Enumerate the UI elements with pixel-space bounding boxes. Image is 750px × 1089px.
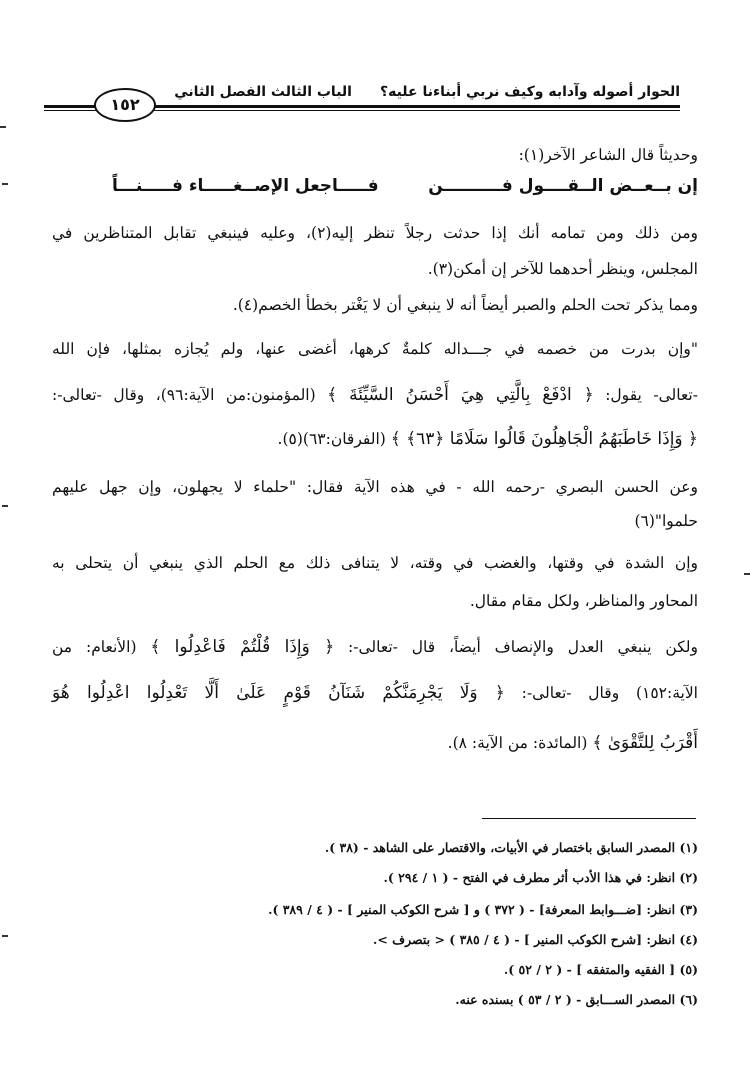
footnote-1: (١) المصدر السابق باختصار في الأبيات، والاقتصار على الشاهد - (٣٨ ). (324, 840, 698, 855)
quran-verse: أَقْرَبُ لِلتَّقْوَىٰ ﴾ (592, 733, 698, 753)
margin-mark (0, 126, 6, 128)
running-header (44, 80, 680, 120)
margin-mark (2, 505, 8, 507)
page-number: ١٥٢ (94, 88, 156, 122)
text-line-4: ومما يذكر تحت الحلم والصبر أيضاً أنه لا ينبغي أن لا يَغْتر بخطأ الخصم(٤). (232, 296, 698, 314)
text-line-9: حلموا"(٦) (634, 512, 698, 530)
text-line-11: المحاور والمناظر، ولكل مقام مقال. (469, 592, 698, 610)
text-line-12 (52, 634, 698, 660)
margin-mark (2, 183, 8, 185)
text-line-3: المجلس، وينظر أحدهما للآخر إن أمكن(٣). (427, 260, 698, 278)
margin-mark (744, 573, 750, 575)
text-line-13 (52, 680, 698, 706)
margin-mark (2, 935, 8, 937)
text-line-1: وحديثاً قال الشاعر الآخر(١): (518, 146, 698, 164)
text-run: الآية:١٥٢) وقال -تعالى-: (521, 684, 698, 702)
quran-verse: ﴿ ادْفَعْ بِالَّتِي هِيَ أَحْسَنُ السَّيِّئَةَ ﴾ (327, 385, 594, 405)
book-title: الحوار أصوله وآدابه وكيف نربي أبناءنا عليه؟ (379, 84, 680, 100)
footnote-4: (٤) انظر: [شرح الكوكب المنير ] - ( ٤ / ٣٨٥ ) < بتصرف >. (372, 932, 698, 947)
footnote-3: (٣) انظر: [ضـــوابط المعرفة] - ( ٣٧٢ ) و [ شرح الكوكب المنير ] - ( ٤ / ٣٨٩ ). (268, 902, 698, 917)
header-title (168, 84, 680, 100)
text-line-5: "وإن بدرت من خصمه في جـــداله كلمةٌ كرهها، أغضى عنها، ولم يُجازه بمثلها، فإن الله (52, 340, 698, 358)
text-line-7 (278, 426, 698, 452)
footnote-6: (٦) المصدر الســـابق - ( ٢ / ٥٣ ) بسنده عنه. (455, 992, 698, 1007)
text-line-10: وإن الشدة في وقتها، والغضب في وقته، لا يتنافى ذلك مع الحلم الذي ينبغي أن يتحلى به (52, 554, 698, 572)
text-line-2: ومن ذلك ومن تمامه أنك إذا حدثت رجلاً تنظر إليه(٢)، وعليه فينبغي تقابل المتناظرين في (52, 224, 699, 242)
quran-verse: ﴿ وَإِذَا قُلْتُمْ فَاعْدِلُوا ﴾ (150, 637, 335, 657)
verse-reference: (المائدة: من الآية: ٨). (447, 734, 588, 752)
text-line-14 (448, 730, 698, 756)
quran-verse: ﴿ وَإِذَا خَاطَبَهُمُ الْجَاهِلُونَ قَالُوا سَلَامًا ﴿٦٣﴾ ﴾ (390, 429, 698, 449)
footnote-5: (٥) [ الفقيه والمتفقه ] - ( ٢ / ٥٢ ). (503, 962, 698, 977)
chapter-label: الباب الثالث الفصل الثاني (174, 84, 352, 100)
text-run: ولكن ينبغي العدل والإنصاف أيضاً، قال -تعالى-: (348, 638, 698, 656)
verse-reference: (المؤمنون:من الآية:٩٦)، وقال -تعالى-: (52, 386, 316, 404)
verse-reference: (الأنعام: من (52, 638, 137, 656)
quran-verse: ﴿ وَلَا يَجْرِمَنَّكُمْ شَنَآنُ قَوْمٍ عَلَىٰ أَلَّا تَعْدِلُوا اعْدِلُوا هُوَ (52, 683, 505, 703)
footnote-2: (٢) انظر: في هذا الأدب أثر مطرف في الفتح - ( ١ / ٢٩٤ ). (383, 870, 698, 885)
poem-first-hemistich: إن بــعــض الــقــــول فــــــــــن (428, 176, 698, 196)
footnote-separator (482, 818, 696, 819)
text-line-8: وعن الحسن البصري -رحمه الله - في هذه الآية فقال: "حلماء لا يجهلون، وإن جهل عليهم (52, 478, 698, 496)
text-line-6 (52, 382, 698, 408)
verse-reference: (الفرقان:٦٣)(٥). (277, 430, 386, 448)
poem-second-hemistich: فـــــاجعل الإصــغـــــاء فـــــنـــاً (112, 176, 379, 196)
text-run: -تعالى- يقول: (605, 386, 698, 404)
